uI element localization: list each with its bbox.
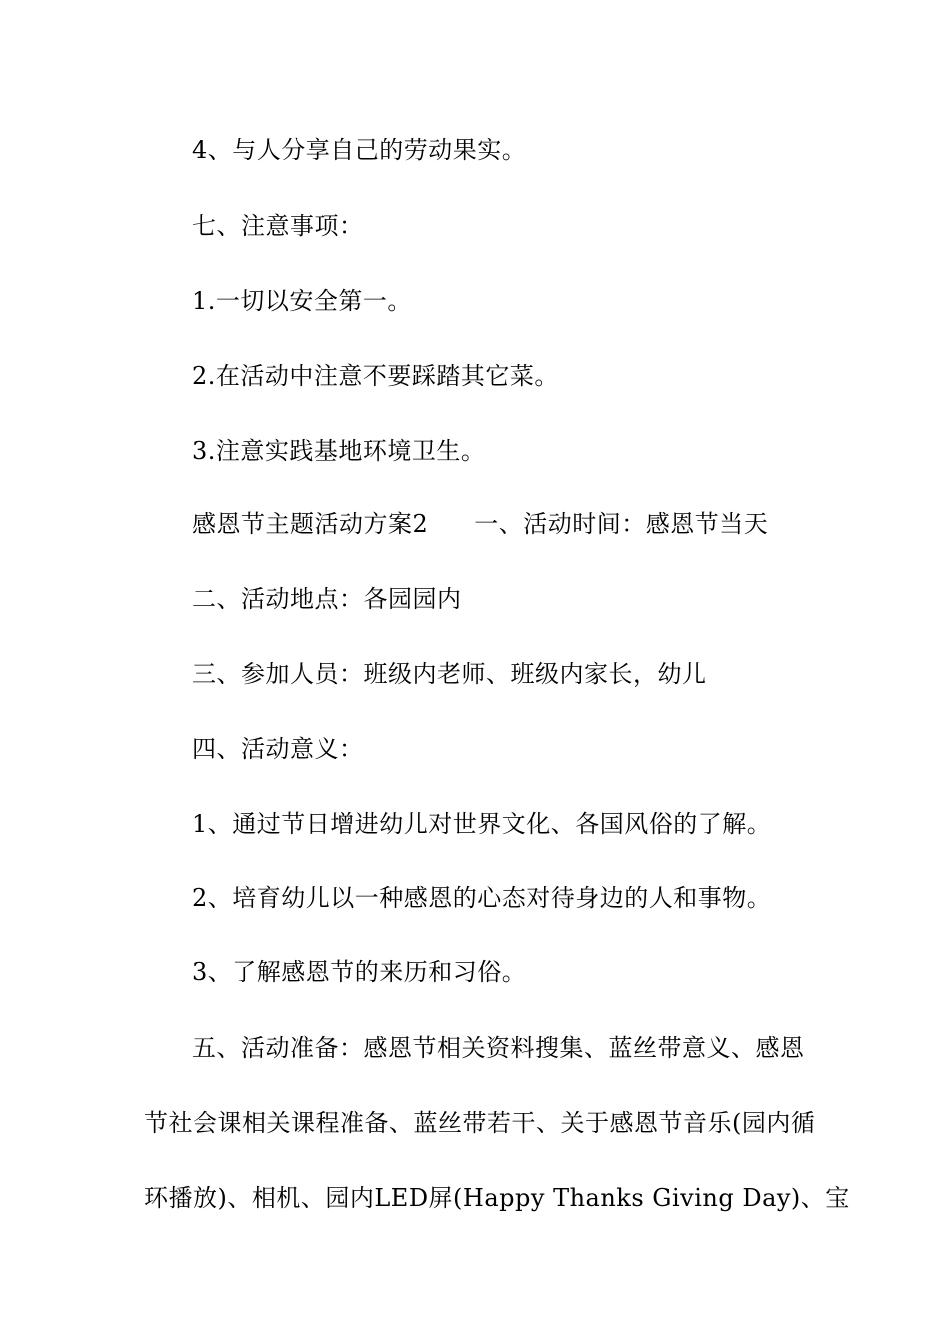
text-line: 二、活动地点：各园园内	[192, 585, 462, 613]
section-heading: 七、注意事项：	[192, 212, 364, 240]
text-line: 3.注意实践基地环境卫生。	[192, 437, 486, 465]
text-line: 1.一切以安全第一。	[192, 287, 412, 315]
paragraph-line: 环播放)、相机、园内LED屏(Happy Thanks Giving Day)、宝	[144, 1184, 850, 1212]
paragraph-line: 节社会课相关课程准备、蓝丝带若干、关于感恩节音乐(园内循	[144, 1109, 816, 1137]
text-line: 4、与人分享自己的劳动果实。	[192, 136, 527, 164]
activity-time: 一、活动时间：感恩节当天	[474, 510, 769, 538]
text-line: 2、培育幼儿以一种感恩的心态对待身边的人和事物。	[192, 884, 772, 912]
text-line: 1、通过节日增进幼儿对世界文化、各国风俗的了解。	[192, 810, 772, 838]
text-line: 2.在活动中注意不要踩踏其它菜。	[192, 362, 559, 390]
plan-heading-line	[192, 509, 768, 539]
paragraph-line: 五、活动准备：感恩节相关资料搜集、蓝丝带意义、感恩	[192, 1034, 805, 1062]
text-line: 三、参加人员：班级内老师、班级内家长，幼儿	[192, 660, 707, 688]
section-heading: 四、活动意义：	[192, 735, 364, 763]
plan-title: 感恩节主题活动方案2	[192, 510, 429, 538]
text-line: 3、了解感恩节的来历和习俗。	[192, 958, 527, 986]
